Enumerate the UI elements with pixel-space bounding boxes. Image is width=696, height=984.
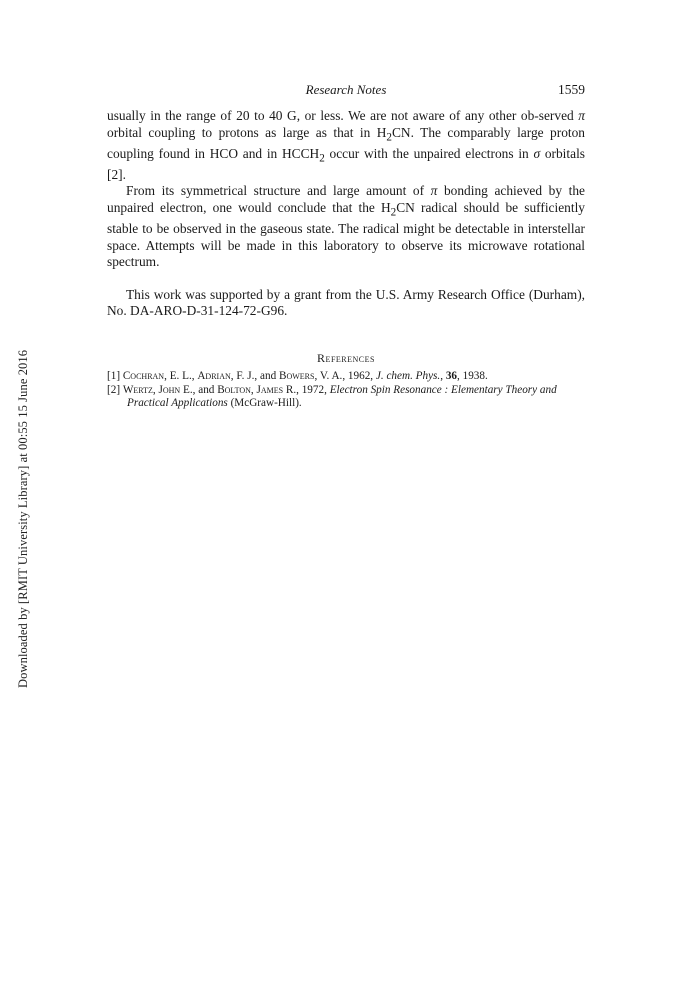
ref-text: , 1938. [457,370,488,383]
p1-text-d: occur with the unpaired electrons in [324,145,534,161]
reference-1 [107,370,585,384]
ref-text: , E. L., [164,370,198,383]
subscript-2: 2 [319,152,325,165]
article-body [107,108,585,411]
p1-text-c: CN. The comparably large proton coupling found in HCO and in HCCH [107,124,585,161]
p2-text-b: bonding achieved by the unpaired electron, one would conclude that the H [107,183,585,215]
pi-symbol: π [430,183,438,199]
subscript-2: 2 [386,131,392,144]
ref-author: Adrian [197,370,231,383]
acknowledgement: This work was supported by a grant from the U.S. Army Research Office (Durham), No. DA-ARO-D-31-124-72-G96. [107,286,585,319]
p1-text-a: usually in the range of 20 to 40 G, or less. We are not aware of any other ob-served [107,108,579,123]
references-list [107,370,585,411]
p2-text-a: From its symmetrical structure and large amount of [126,183,431,199]
sigma-symbol: σ [533,145,541,161]
ref-volume: 36 [445,370,457,383]
ref-author: Bolton, James [217,383,284,396]
paragraph-1 [107,108,585,183]
references-heading: References [317,350,375,365]
page-number: 1559 [558,82,585,97]
page-header [107,82,585,98]
reference-2 [107,384,585,411]
p1-text-e: orbitals [2]. [107,145,586,182]
ref-journal: J. chem. Phys. [375,370,441,383]
paragraph-2 [107,183,585,270]
ref-text: R., 1972, [283,383,330,396]
ref-text: , F. J., and [230,370,279,383]
ref-title: Electron Spin Resonance : Elementary Theory and Practical Applications [127,383,557,410]
pi-symbol: π [578,108,585,123]
ref-author: Bowers [278,370,315,383]
running-title: Research Notes [305,82,387,97]
ref-text: E., and [180,383,218,396]
ref-author: Wertz, John [122,383,181,396]
subscript-2: 2 [390,206,397,219]
p1-text-b: orbital coupling to protons as large as that in H [107,124,387,140]
p2-text-c: CN radical should be sufficiently stable to be observed in the gaseous state. The radical might be detectable in interstellar space. Attempts will be made in this laboratory to observe its microwave rotational spectrum. [107,199,585,270]
ref-text: , V. A., 1962, [314,370,376,383]
ref-text: (McGraw-Hill). [227,397,302,410]
ref-number: [2] [107,383,123,396]
ref-number: [1] [107,370,123,383]
ref-text: , [440,370,446,383]
ref-author: Cochran [122,370,165,383]
download-watermark: Downloaded by [RMIT University Library] at 00:55 15 June 2016 [16,349,30,688]
